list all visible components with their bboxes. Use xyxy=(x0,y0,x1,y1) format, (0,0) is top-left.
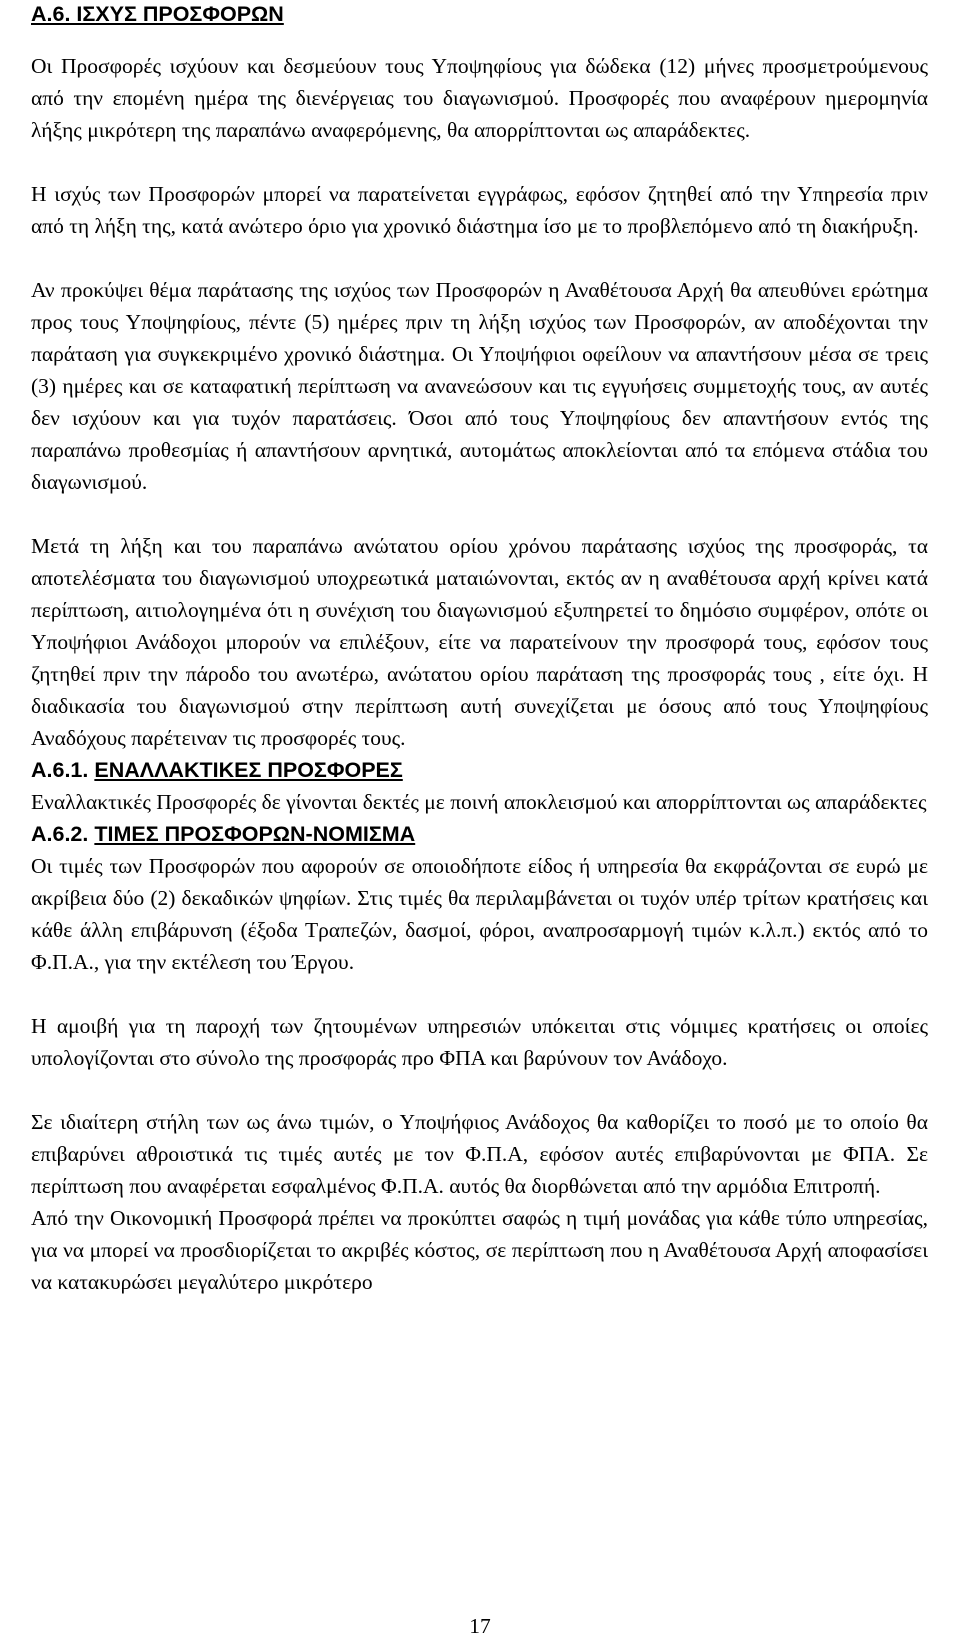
subsection-number: Α.6.2. xyxy=(31,822,89,846)
subsection-heading-alternative-offers xyxy=(31,754,928,786)
subsection-title: ΕΝΑΛΛΑΚΤΙΚΕΣ ΠΡΟΣΦΟΡΕΣ xyxy=(94,758,403,782)
paragraph-validity: Οι Προσφορές ισχύουν και δεσμεύουν τους Υποψηφίους για δώδεκα (12) μήνες προσμετρούμενους από την επομένη ημέρα της διενέργειας του διαγωνισμού. Προσφορές που αναφέρουν ημερομηνία λήξης μικρότερη της παραπάνω αναφερόμενης, θα απορρίπτονται ως απαράδεκτες. xyxy=(31,54,928,142)
page-number: 17 xyxy=(469,1614,491,1638)
paragraph-unit-price: Από την Οικονομική Προσφορά πρέπει να προκύπτει σαφώς η τιμή μονάδας για κάθε τύπο υπηρεσίας, για να μπορεί να προσδιορίζεται το ακριβές κόστος, σε περίπτωση που η Αναθέτουσα Αρχή αποφασίσει να κατακυρώσει μεγαλύτερο μικρότερο xyxy=(31,1206,928,1294)
paragraph-alternative-offers: Εναλλακτικές Προσφορές δε γίνονται δεκτές με ποινή αποκλεισμού και απορρίπτονται ως απαράδεκτες xyxy=(31,790,927,814)
section-heading: Α.6. ΙΣΧΥΣ ΠΡΟΣΦΟΡΩΝ xyxy=(31,2,284,26)
paragraph-deductions: Η αμοιβή για τη παροχή των ζητουμένων υπηρεσιών υπόκειται στις νόμιμες κρατήσεις οι οποίες υπολογίζονται στο σύνολο της προσφοράς προ ΦΠΑ και βαρύνουν τον Ανάδοχο. xyxy=(31,1014,928,1070)
document-page xyxy=(31,0,928,1298)
paragraph-expiry-consequences: Μετά τη λήξη και του παραπάνω ανώτατου ορίου χρόνου παράτασης ισχύος της προσφοράς, τα αποτελέσματα του διαγωνισμού υποχρεωτικά ματαιώνονται, εκτός αν η αναθέτουσα αρχή κρίνει κατά περίπτωση, αιτιολογημένα ότι η συνέχιση του διαγωνισμού εξυπηρετεί το δημόσιο συμφέρον, οπότε οι Υποψήφιοι Ανάδοχοι μπορούν να επιλέξουν, είτε να παρατείνουν την προσφορά τους, εφόσον τους ζητηθεί πριν την πάροδο του ανωτέρω, ανώτατου ορίου παράταση της προσφοράς τους , είτε όχι. Η διαδικασία του διαγωνισμού στην περίπτωση αυτή συνεχίζεται με όσους από τους Υποψηφίους Αναδόχους παρέτειναν τις προσφορές τους. xyxy=(31,534,928,750)
paragraph-vat-column: Σε ιδιαίτερη στήλη των ως άνω τιμών, ο Υποψήφιος Ανάδοχος θα καθορίζει το ποσό με το οποίο θα επιβαρύνει αθροιστικά τις τιμές αυτές με τον Φ.Π.Α, εφόσον αυτές επιβαρύνονται με ΦΠΑ. Σε περίπτωση που αναφέρεται εσφαλμένος Φ.Π.Α. αυτός θα διορθώνεται από την αρμόδια Επιτροπή. xyxy=(31,1110,928,1198)
subsection-heading-prices-currency xyxy=(31,818,928,850)
paragraph-prices: Οι τιμές των Προσφορών που αφορούν σε οποιοδήποτε είδος ή υπηρεσία θα εκφράζονται σε ευρώ με ακρίβεια δύο (2) δεκαδικών ψηφίων. Στις τιμές θα περιλαμβάνεται οι τυχόν υπέρ τρίτων κρατήσεις και κάθε άλλη επιβάρυνση (έξοδα Τραπεζών, δασμοί, φόροι, αναπροσαρμογή τιμών κ.λ.π.) εκτός από το Φ.Π.Α., για την εκτέλεση του Έργου. xyxy=(31,854,928,974)
paragraph-extension-procedure: Αν προκύψει θέμα παράτασης της ισχύος των Προσφορών η Αναθέτουσα Αρχή θα απευθύνει ερώτημα προς τους Υποψηφίους, πέντε (5) ημέρες πριν τη λήξη ισχύος των Προσφορών, αν αποδέχονται την παράταση για συγκεκριμένο χρονικό διάστημα. Οι Υποψήφιοι οφείλουν να απαντήσουν μέσα σε τρεις (3) ημέρες και σε καταφατική περίπτωση να ανανεώσουν και τις εγγυήσεις συμμετοχής τους, αν αυτές δεν ισχύουν και για τυχόν παρατάσεις. Όσοι από τους Υποψηφίους δεν απαντήσουν εντός της παραπάνω προθεσμίας ή απαντήσουν αρνητικά, αυτομάτως αποκλείονται από τα επόμενα στάδια του διαγωνισμού. xyxy=(31,278,928,494)
subsection-number: Α.6.1. xyxy=(31,758,89,782)
subsection-title: ΤΙΜΕΣ ΠΡΟΣΦΟΡΩΝ-ΝΟΜΙΣΜΑ xyxy=(94,822,416,846)
paragraph-extension: Η ισχύς των Προσφορών μπορεί να παρατείνεται εγγράφως, εφόσον ζητηθεί από την Υπηρεσία πριν από τη λήξη της, κατά ανώτερο όριο για χρονικό διάστημα ίσο με το προβλεπόμενο από τη διακήρυξη. xyxy=(31,182,928,238)
